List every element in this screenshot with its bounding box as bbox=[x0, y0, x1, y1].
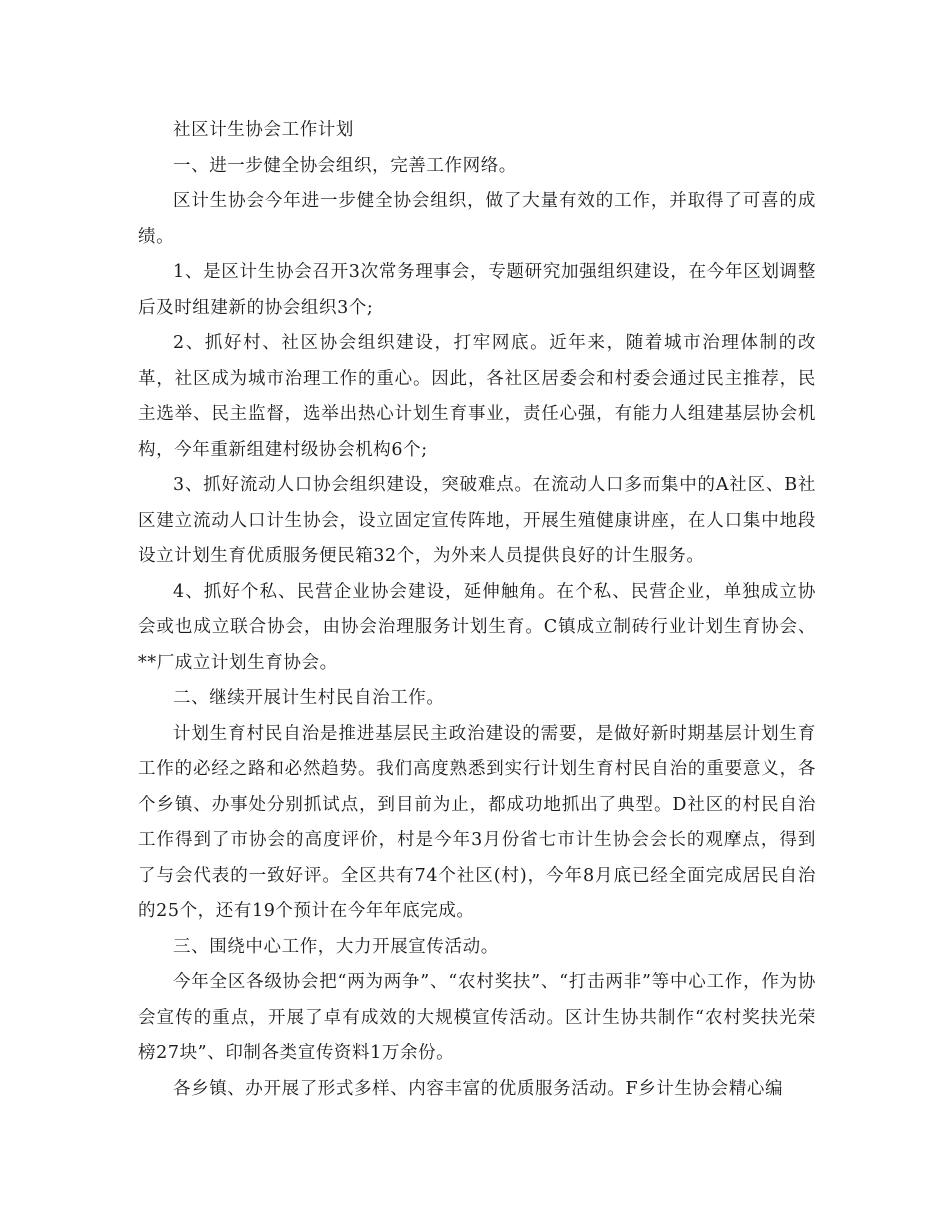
section-heading-3: 三、围绕中心工作，大力开展宣传活动。 bbox=[173, 936, 499, 957]
section-heading-2: 二、继续开展计生村民自治工作。 bbox=[173, 688, 445, 708]
paragraph: 3、抓好流动人口协会组织建设，突破难点。在流动人口多而集中的A社区、B社区建立流动人口计生协会，设立固定宣传阵地，开展生殖健康讲座，在人口集中地段设立计划生育优质服务便民箱32个，为外来人员提供良好的计生服务。 bbox=[138, 475, 816, 566]
paragraph: 各乡镇、办开展了形式多样、内容丰富的优质服务活动。F乡计生协会精心编 bbox=[173, 1078, 784, 1099]
document-title: 社区计生协会工作计划 bbox=[173, 120, 354, 140]
section-heading-1: 一、进一步健全协会组织，完善工作网络。 bbox=[173, 155, 517, 176]
paragraph: 2、抓好村、社区协会组织建设，打牢网底。近年来，随着城市治理体制的改革，社区成为城市治理工作的重心。因此，各社区居委会和村委会通过民主推荐，民主选举、民主监督，选举出热心计划生育事业，责任心强，有能力人组建基层协会机构，今年重新组建村级协会机构6个; bbox=[138, 333, 816, 460]
paragraph: 4、抓好个私、民营企业协会建设，延伸触角。在个私、民营企业，单独成立协会或也成立联合协会，由协会治理服务计划生育。C镇成立制砖行业计划生育协会、**厂成立计划生育协会。 bbox=[138, 581, 816, 673]
paragraph: 区计生协会今年进一步健全协会组织，做了大量有效的工作，并取得了可喜的成绩。 bbox=[138, 191, 816, 247]
paragraph: 计划生育村民自治是推进基层民主政治建设的需要，是做好新时期基层计划生育工作的必经之路和必然趋势。我们高度熟悉到实行计划生育村民自治的重要意义，各个乡镇、办事处分别抓试点，到目前为止，都成功地抓出了典型。D社区的村民自治工作得到了市协会的高度评价，村是今年3月份省七市计生协会会长的观摩点，得到了与会代表的一致好评。全区共有74个社区(村)，今年8月底已经全面完成居民自治的25个，还有19个预计在今年年底完成。 bbox=[138, 723, 816, 921]
document-body bbox=[138, 113, 816, 1107]
paragraph: 今年全区各级协会把“两为两争”、“农村奖扶”、“打击两非”等中心工作，作为协会宣传的重点，开展了卓有成效的大规模宣传活动。区计生协共制作“农村奖扶光荣榜27块”、印制各类宣传资料1万余份。 bbox=[138, 972, 816, 1063]
paragraph: 1、是区计生协会召开3次常务理事会，专题研究加强组织建设，在今年区划调整后及时组建新的协会组织3个; bbox=[138, 262, 816, 318]
